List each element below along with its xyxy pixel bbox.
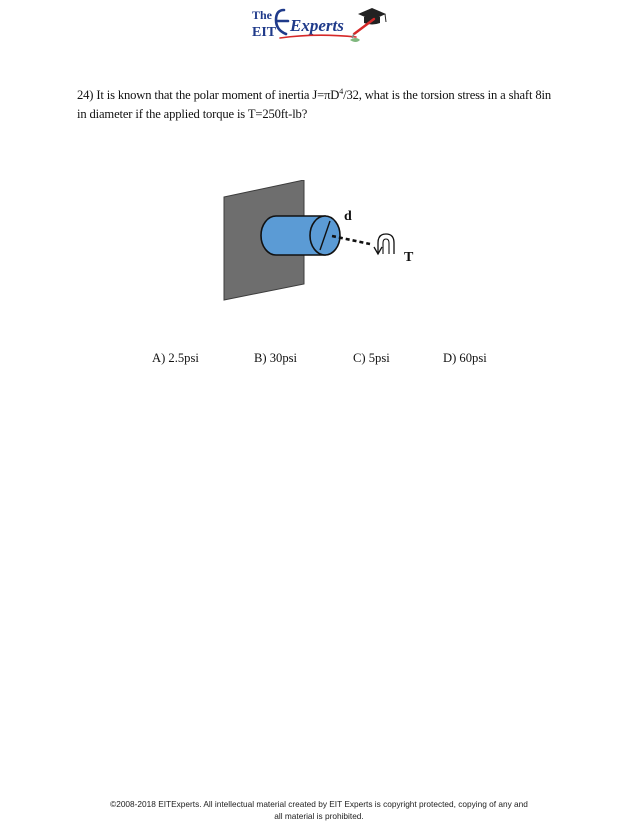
copyright-footer	[60, 798, 578, 822]
leaf-icon	[350, 38, 360, 42]
choice-d[interactable]: D) 60psi	[443, 351, 487, 365]
choice-b[interactable]: B) 30psi	[254, 351, 298, 365]
question-line-1-end: /32, what is the torsion stress in a shaft 8in	[343, 88, 551, 102]
footer-line-1: ©2008-2018 EITExperts. All intellectual material created by EIT Experts is copyright protected, copying of any and	[110, 799, 528, 809]
torque-arrow-icon	[374, 234, 394, 254]
logo-eit-text: EIT	[252, 25, 277, 40]
footer-line-2: all material is prohibited.	[274, 811, 364, 821]
question-text	[77, 86, 577, 124]
choice-a[interactable]: A) 2.5psi	[152, 351, 199, 365]
question-exponent: 4	[339, 86, 344, 96]
question-line-1-start: 24) It is known that the polar moment of inertia J=πD	[77, 88, 340, 102]
logo-e-swash	[276, 10, 288, 34]
diameter-label: d	[344, 209, 352, 224]
graduation-cap-icon	[352, 8, 386, 38]
question-line-2: in diameter if the applied torque is T=250ft-lb?	[77, 107, 308, 121]
logo-underline-swash	[280, 35, 356, 38]
torsion-shaft-diagram	[220, 180, 425, 302]
choice-c[interactable]: C) 5psi	[353, 351, 390, 365]
torque-label: T	[404, 250, 414, 265]
logo-experts-text: Experts	[290, 16, 344, 35]
eit-experts-logo	[246, 4, 396, 46]
logo-the-text: The	[252, 8, 273, 22]
question-line-1	[77, 86, 577, 105]
shaft-cylinder	[261, 216, 340, 255]
